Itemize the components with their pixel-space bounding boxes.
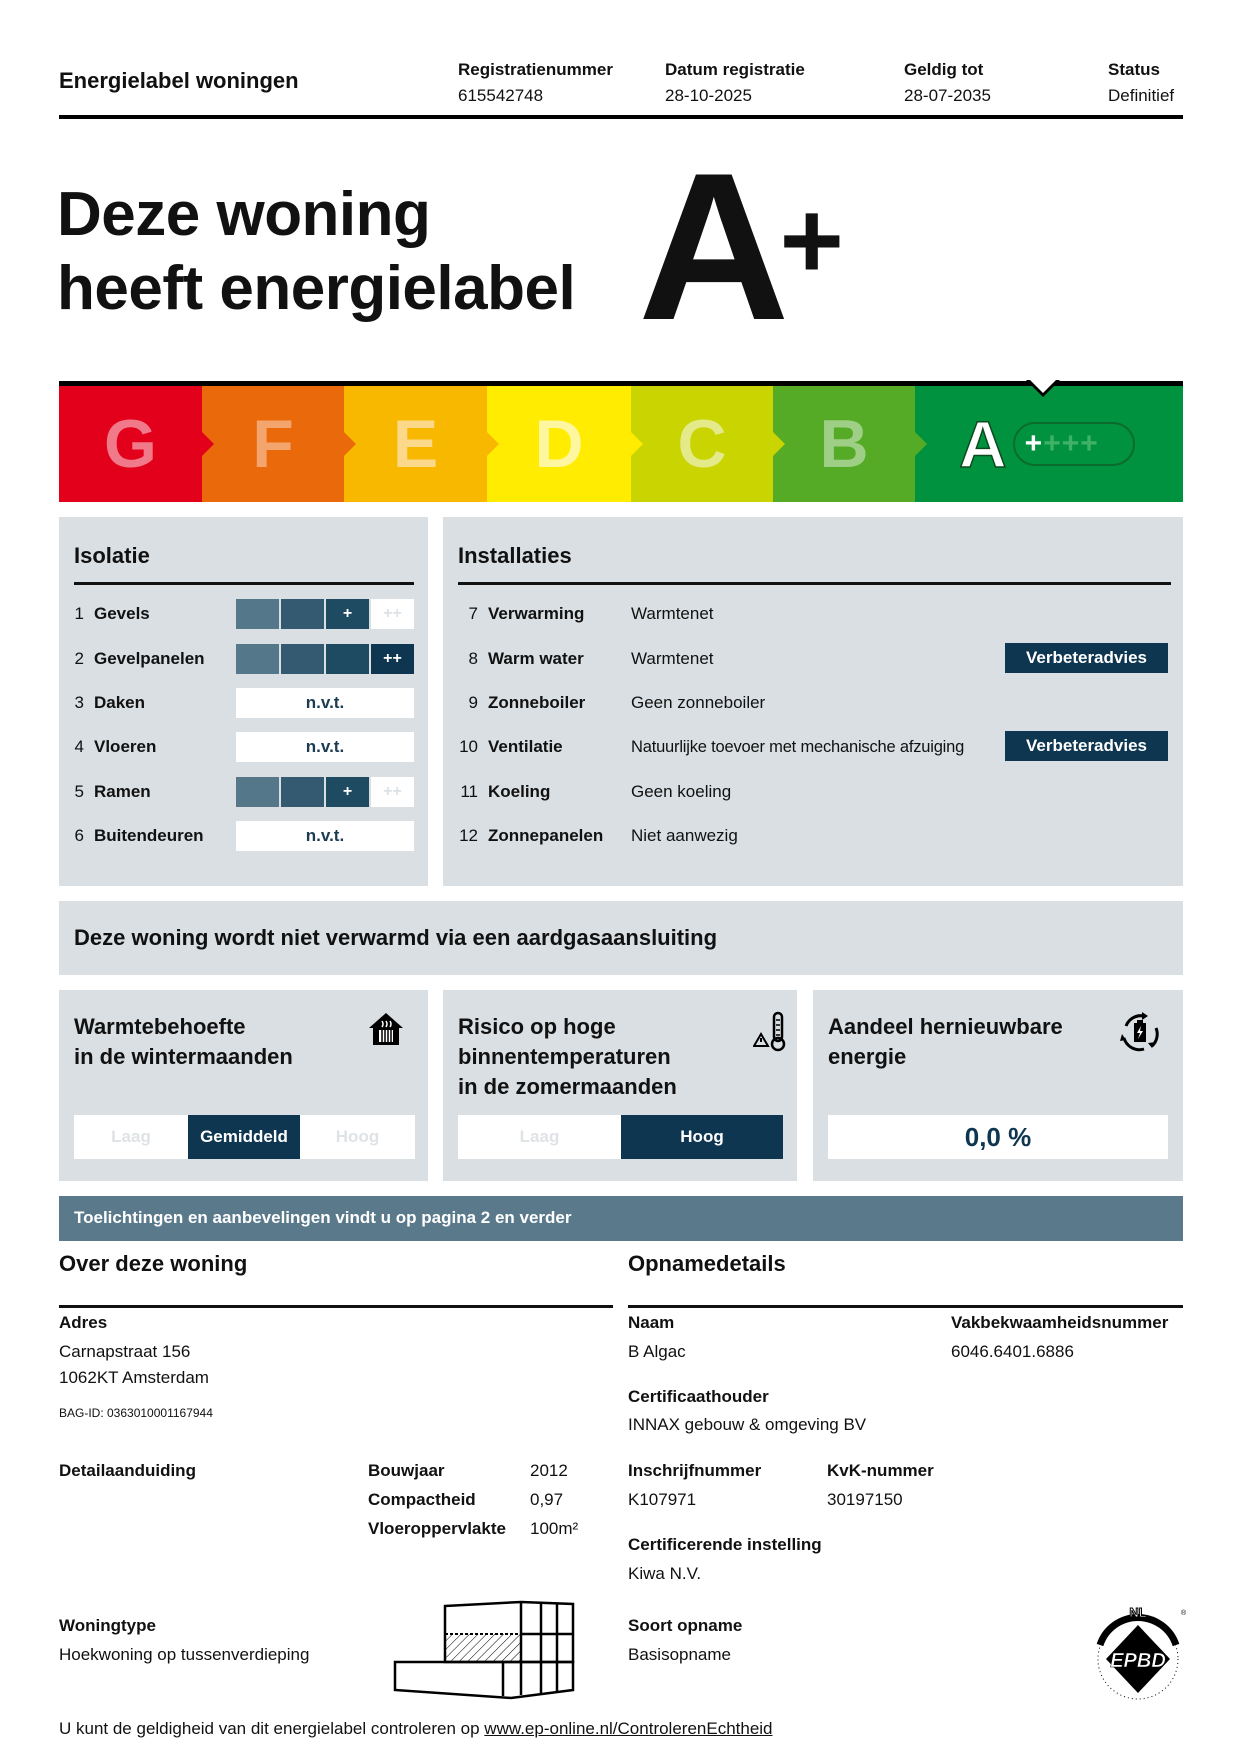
grade-suffix: + [779,179,840,302]
header-field-geldig-tot [904,57,991,109]
option-gemiddeld-selected: Gemiddeld [188,1115,300,1159]
plus-inactive-icon: + [1061,427,1080,460]
chevron-right-icon [631,432,643,456]
panel-title: Isolatie [74,543,150,568]
rating-cell-empty: ++ [371,777,414,807]
installatie-row-zonnepanelen [458,821,738,851]
isolatie-row-gevelpanelen [74,644,205,674]
rating-cell [236,644,279,674]
section-divider [628,1305,1183,1308]
isolatie-row-gevels [74,599,150,629]
logo-country: NL [1129,1605,1147,1620]
row-label: Vloeren [94,737,157,756]
rating-cell [281,644,324,674]
header-divider [59,115,1183,119]
plus-inactive-icon: + [1043,427,1061,460]
thermometer-warning-icon [753,1010,789,1052]
segment-letter: F [252,406,294,482]
row-number: 6 [74,826,84,845]
pointer-inner [1030,380,1056,393]
footer-text: U kunt de geldigheid van dit energielabel controleren op [59,1719,485,1738]
risico-panel [443,990,797,1181]
segment-letter: D [534,406,584,482]
footer-verification [59,1719,773,1739]
hero-line-2: heeft energielabel [57,254,576,323]
info-banner-text: Toelichtingen en aanbevelingen vindt u op pagina 2 en verder [74,1208,572,1227]
row-label: Zonneboiler [488,693,586,712]
field-value: 28-10-2025 [665,86,752,105]
segment-letter: A [959,407,1007,481]
rating-cell-empty: ++ [371,599,414,629]
rating-cell [236,599,279,629]
option-laag: Laag [111,1127,151,1146]
chevron-right-icon [915,432,927,456]
header-field-registratienummer [458,57,613,109]
soort-opname-label: Soort opname [628,1616,743,1635]
warmtebehoefte-panel [59,990,428,1181]
verbeteradvies-button-warm-water[interactable]: Verbeteradvies [1005,643,1168,673]
segment-letter: B [819,406,869,482]
grade-letter: A [638,129,786,364]
kvk-label: KvK-nummer [827,1461,934,1480]
rating-bar [236,777,414,807]
isolatie-panel [59,517,428,886]
section-divider [59,1305,613,1308]
row-number: 5 [74,782,84,801]
row-label: Koeling [488,782,551,801]
title-line: binnentemperaturen [458,1044,671,1069]
row-value: Warmtenet [631,649,714,668]
row-number: 11 [460,782,478,801]
chevron-right-icon [773,432,785,456]
row-label: Verwarming [488,604,585,623]
renewable-percentage: 0,0 % [828,1115,1168,1159]
kvk-value: 30197150 [827,1490,903,1509]
row-number: 12 [459,826,478,845]
isolatie-row-buitendeuren [74,821,204,851]
title-line: in de wintermaanden [74,1044,293,1069]
row-value: Niet aanwezig [631,826,738,845]
isolatie-row-ramen [74,777,151,807]
isolatie-row-daken [74,688,145,718]
row-label: Buitendeuren [94,826,204,845]
vakbekwaamheidsnummer-value: 6046.6401.6886 [951,1342,1074,1361]
hero-line-1: Deze woning [57,180,431,249]
epbd-logo-icon [1088,1605,1188,1705]
row-label: Gevels [94,604,150,623]
row-label: Daken [94,693,146,712]
row-number: 9 [468,693,478,712]
rating-cell [236,777,279,807]
certificaathouder-value: INNAX gebouw & omgeving BV [628,1415,867,1434]
scale-segment-f [202,386,344,502]
warmtebehoefte-scale [74,1115,415,1159]
detailaanduiding-label: Detailaanduiding [59,1461,196,1480]
chevron-right-icon [344,432,356,456]
energy-label-grade [638,129,840,364]
not-applicable-value: n.v.t. [236,732,414,762]
logo-text: EPBD [1110,1650,1166,1672]
gas-connection-notice [59,901,1183,975]
scale-segment-a-current [915,386,1183,502]
row-number: 1 [74,604,84,623]
title-line: Aandeel hernieuwbare [828,1014,1063,1039]
field-label: Geldig tot [904,60,984,79]
field-label: Registratienummer [458,60,613,79]
row-label: Ventilatie [488,737,563,756]
certificerende-instelling-label: Certificerende instelling [628,1535,822,1554]
installaties-panel [443,517,1183,886]
row-label: Warm water [488,649,584,668]
adres-label: Adres [59,1313,108,1332]
field-label: Status [1108,60,1160,79]
compactheid-value: 0,97 [530,1490,564,1509]
plus-indicator-pill [1013,422,1135,466]
verbeteradvies-button-ventilatie[interactable]: Verbeteradvies [1005,731,1168,761]
plus-inactive-icon: + [1080,427,1098,460]
naam-label: Naam [628,1313,675,1332]
isolatie-row-vloeren [74,732,156,762]
panel-title [458,1012,677,1102]
panel-title [74,1012,293,1072]
section-title-woning: Over deze woning [59,1251,248,1276]
not-applicable-value: n.v.t. [236,688,414,718]
rating-cell-active: + [326,599,369,629]
bouwjaar-value: 2012 [530,1461,568,1480]
not-applicable-value: n.v.t. [236,821,414,851]
info-banner [59,1196,1183,1241]
woningtype-value: Hoekwoning op tussenverdieping [59,1645,310,1664]
soort-opname-value: Basisopname [628,1645,732,1664]
compactheid-label: Compactheid [368,1490,476,1509]
panel-divider [74,582,414,585]
plus-active-icon: + [1024,427,1043,460]
verification-link[interactable]: www.ep-online.nl/ControlerenEchtheid [484,1719,773,1738]
rating-cell-active: + [326,777,369,807]
row-number: 2 [74,649,84,668]
building-type-diagram-icon [393,1600,583,1710]
option-laag: Laag [519,1127,560,1146]
document-title: Energielabel woningen [59,68,299,93]
field-label: Datum registratie [665,60,805,79]
scale-segment-b [773,386,915,502]
section-title-opname: Opnamedetails [628,1251,786,1276]
certificaathouder-label: Certificaathouder [628,1387,769,1406]
bag-id: BAG-ID: 0363010001167944 [59,1406,213,1420]
installatie-row-warm-water [458,644,714,674]
field-value: 28-07-2035 [904,86,991,105]
rating-cell [281,599,324,629]
risico-scale [458,1115,783,1159]
row-number: 10 [459,737,478,756]
row-value: Warmtenet [631,604,714,623]
header-field-datum-registratie [665,57,805,109]
scale-segment-g [59,386,202,502]
adres-street: Carnapstraat 156 [59,1342,191,1361]
row-value: Natuurlijke toevoer met mechanische afzuiging [631,737,965,756]
panel-divider [458,582,1171,585]
naam-value: B Algac [628,1342,686,1361]
hernieuwbare-energie-panel [813,990,1183,1181]
option-hoog: Hoog [335,1127,380,1146]
option-hoog-selected: Hoog [621,1115,783,1159]
segment-letter: G [104,406,157,482]
rating-cell [281,777,324,807]
row-number: 7 [468,604,478,623]
field-value: 615542748 [458,86,544,105]
vakbekwaamheidsnummer-label: Vakbekwaamheidsnummer [951,1313,1169,1332]
installatie-row-zonneboiler [458,688,765,718]
woningtype-label: Woningtype [59,1616,156,1635]
installatie-row-ventilatie [458,732,964,762]
hero-title [57,178,575,326]
rating-cell-active: ++ [371,644,414,674]
row-value: Geen koeling [631,782,732,801]
energy-scale [59,386,1183,502]
row-number: 8 [468,649,478,668]
header-field-status [1108,57,1174,109]
bouwjaar-label: Bouwjaar [368,1461,445,1480]
inschrijfnummer-label: Inschrijfnummer [628,1461,762,1480]
gas-notice-text: Deze woning wordt niet verwarmd via een aardgasaansluiting [74,925,718,950]
scale-segment-e [344,386,487,502]
field-value: Definitief [1108,86,1175,105]
vloeroppervlakte-value: 100m² [530,1519,579,1538]
row-number: 3 [74,693,84,712]
title-line: energie [828,1044,907,1069]
segment-letter: E [392,406,439,482]
installatie-row-verwarming [458,599,714,629]
chevron-right-icon [487,432,499,456]
row-label: Zonnepanelen [488,826,604,845]
panel-title: Installaties [458,543,572,568]
house-radiator-icon [367,1010,405,1048]
vloeroppervlakte-label: Vloeroppervlakte [368,1519,506,1538]
segment-letter: C [677,406,727,482]
panel-title [828,1012,1063,1072]
title-line: in de zomermaanden [458,1074,677,1099]
row-label: Gevelpanelen [94,649,205,668]
inschrijfnummer-value: K107971 [628,1490,697,1509]
rating-bar [236,644,414,674]
row-label: Ramen [94,782,151,801]
rating-bar [236,599,414,629]
title-line: Warmtebehoefte [74,1014,246,1039]
chevron-right-icon [202,432,214,456]
certificerende-instelling-value: Kiwa N.V. [628,1564,702,1583]
rating-cell [326,644,369,674]
installatie-row-koeling [458,777,731,807]
adres-city: 1062KT Amsterdam [59,1368,209,1387]
row-value: Geen zonneboiler [631,693,766,712]
renewable-battery-icon [1116,1008,1164,1056]
scale-segment-c [631,386,773,502]
title-line: Risico op hoge [458,1014,616,1039]
scale-segment-d [487,386,631,502]
row-number: 4 [74,737,84,756]
svg-text:®: ® [1181,1610,1187,1617]
